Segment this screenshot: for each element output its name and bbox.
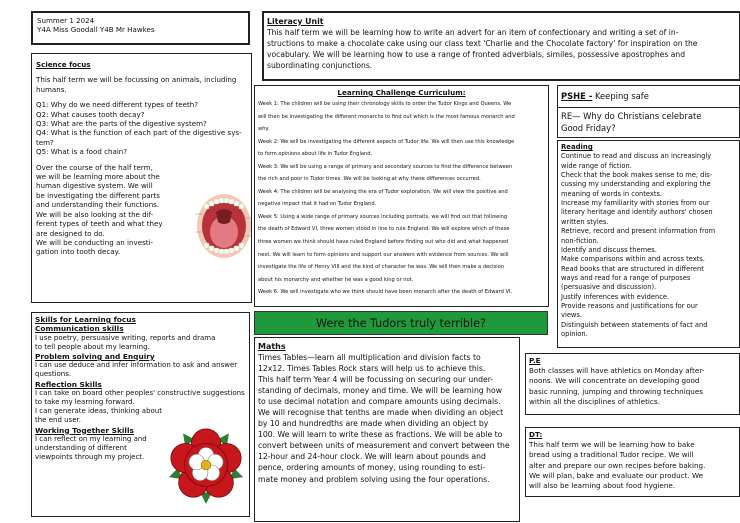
lc-line: the death of Edward VI, three women stood in line to rule England. We will explore which of these [258,226,510,233]
skills-line: to take my learning forward. [35,398,135,407]
science-body-line: are designed to do. [36,228,105,238]
lc-line: investigate the life of Henry VIII and the kind of character he was. We will then make a decision [258,264,505,271]
pe-title: P.E [529,356,541,365]
reading-line: written styles. [561,217,609,226]
skills-line: I use poetry, persuasive writing, reports and drama [35,333,216,342]
maths-line: by 10 and hundredths are made when dividing an object by [258,419,489,429]
term-label: Summer 1 2024 [37,16,95,25]
science-body-line: Over the course of the half term, [36,162,153,172]
maths-line: pence, ordering amounts of money, using rounding to esti- [258,463,486,473]
reading-line: literary heritage and identify authors' chosen [561,208,713,217]
skills-heading: Working Together Skills [35,425,134,435]
science-body-line: gation into tooth decay. [36,247,121,257]
maths-line: This half term Year 4 will be focussing on securing our under- [258,375,494,385]
literacy-line: vocabulary. We will be learning how to use a range of fronted adverbials, similes, possessive apostrophes and [267,50,686,59]
pe-line: basic running, jumping and throwing techniques [529,386,704,396]
skills-title: Skills for Learning focus [35,315,136,324]
dt-line: will also be learning about food hygiene. [529,481,676,491]
reading-line: views. [561,311,583,320]
reading-line: Provide reasons and justifications for our [561,301,698,310]
lc-line: why. [258,126,270,133]
lc-line: Week 4: The children will be analysing the era of Tudor exploration. We will view the positive and [258,188,508,195]
re-box [557,107,740,138]
class-teachers: Y4A Miss Goodall Y4B Mr Hawkes [37,25,155,35]
science-body-line: ferent types of teeth and what they [36,219,163,229]
reading-line: wide range of fiction. [561,161,632,170]
reading-line: Check that the book makes sense to me, dis- [561,171,713,180]
lc-line: Week 6: We will investigate who we think should have been monarch after the death of Edward VI. [258,289,513,296]
skills-line: I can use deduce and infer information to ask and answer [35,361,238,370]
skills-line: questions. [35,370,72,379]
lc-line: will then be investigating the different monarchs to find out which is the most famous monarch and [258,113,515,120]
science-body-line: we will be learning more about the [36,172,160,182]
science-box [31,53,252,303]
dt-line: bread using a traditional Tudor recipe. We will [529,450,694,460]
dt-box [525,427,740,497]
skills-line: understanding of different [35,444,127,453]
pe-line: within all the disciplines of athletics. [529,396,660,406]
science-title: Science focus [36,60,91,69]
pshe-topic: Keeping safe [592,91,649,101]
maths-line: 100. We will learn to write these as fractions. We will be able to [258,430,503,440]
dt-line: alter and prepare our own recipes before baking. [529,460,706,470]
literacy-line: structions to make a chocolate cake using our class text 'Charlie and the Chocolate factory' for inspiration on the [267,39,698,48]
re-line: RE— Why do Christians celebrate [561,111,702,121]
skills-heading: Problem solving and Enquiry [35,352,155,362]
topic-banner [254,311,548,335]
literacy-line: subordinating conjunctions. [267,61,373,70]
lc-line: Week 3: We will be using a range of primary and secondary sources to find the difference between [258,163,513,170]
skills-line: I can generate ideas, thinking about [35,407,162,416]
maths-title: Maths [258,342,286,351]
science-question: Q1: Why do we need different types of teeth? [36,100,199,110]
reading-line: Justify inferences with evidence. [561,292,670,301]
science-body-line: and understanding their functions. [36,200,160,210]
science-question: Q5: What is a food chain? [36,147,128,157]
re-line: Good Friday? [561,122,616,133]
lc-line: the rich and poor in Tudor times. We will be looking at why these differences occurred. [258,176,481,183]
reading-title: Reading [561,143,593,151]
literacy-title: Literacy Unit [267,17,324,26]
dt-line: We will plan, bake and evaluate our product. We [529,470,704,480]
learning-challenge-title: Learning Challenge Curriculum: [337,88,466,97]
skills-line: to tell people about my learning. [35,342,150,351]
reading-line: ways and read for a range of purposes [561,273,691,282]
maths-line: to use decimal notation and compare amounts using decimals. [258,397,501,407]
science-question: Q4: What is the function of each part of the digestive sys- [36,128,242,138]
science-body-line: human digestive system. We will [36,181,153,191]
science-body-line: We will be also looking at the dif- [36,209,154,219]
skills-line: I can reflect on my learning and [35,434,147,443]
lc-line: Week 2: We will be investigating the different aspects of Tudor life. We will then use this knowledge [258,138,515,145]
skills-box [31,312,250,517]
skills-line: viewpoints through my project. [35,453,145,462]
literacy-box [262,11,740,81]
lc-line: about his monarchy and whether he was a good king or not. [258,276,414,283]
reading-line: Distinguish between statements of fact and [561,320,708,329]
reading-line: Read books that are structured in different [561,264,704,273]
literacy-line: This half term we will be learning how to write an advert for an item of confectionary and writing a set of in- [267,28,679,37]
science-body-line: We will be conducting an investi- [36,237,154,247]
maths-line: standing of decimals, money and time. We will be learning how [258,386,502,396]
maths-box [254,337,520,522]
science-question: Q3: What are the parts of the digestive system? [36,119,207,129]
maths-line: mate money and problem solving using the four operations. [258,474,490,484]
science-intro-line: humans. [36,84,67,94]
maths-line: convert between units of measurement and convert between the [258,441,510,451]
lc-line: Week 1: The children will be using their chronology skills to order the Tudor Kings and Queens. We [258,101,512,107]
maths-line: 12x12. Times Tables Rock stars will help us to achieve this. [258,364,486,374]
skills-line: I can take on board other peoples' constructive suggestions [35,388,245,397]
teeth-diagram-icon [195,192,252,260]
reading-line: Increase my familiarity with stories from our [561,199,710,208]
topic-question: Were the Tudors truly terrible? [316,316,486,330]
tudor-rose-icon [165,423,247,507]
reading-line: cussing my understanding and exploring the [561,180,711,189]
reading-line: (persuasive and discussion). [561,283,657,292]
science-body-line: be investigating the different parts [36,190,160,200]
maths-line: 12-hour and 24-hour clock. We will learn about pounds and [258,452,486,462]
lc-line: next. We will learn to form opinions and support our answers with evidence from sources. We will [258,251,509,258]
science-question: Q2: What causes tooth decay? [36,109,145,119]
learning-challenge-box [254,85,549,307]
reading-line: Make comparisons within and across texts. [561,255,705,264]
skills-heading: Reflection Skills [35,379,102,389]
reading-line: Continue to read and discuss an increasingly [561,152,712,161]
reading-box [557,140,740,348]
skills-heading: Communication skills [35,324,124,334]
maths-line: We will recognise that tenths are made when dividing an object [258,408,504,418]
lc-line: Week 5: Using a wide range of primary sources including portraits, we will find out that following [258,213,508,220]
science-intro-line: This half term we will be focussing on animals, including [36,75,237,85]
lc-line: to form opinions about life in Tudor England. [258,151,373,158]
reading-line: non-fiction. [561,236,599,245]
maths-line: Times Tables—learn all multiplication and division facts to [258,353,481,362]
dt-line: This half term we will be learning how to bake [529,440,695,450]
reading-line: Retrieve, record and present information from [561,227,716,236]
pshe-label: PSHE - [561,91,593,101]
pe-line: Both classes will have athletics on Monday after- [529,366,705,376]
lc-line: negative impact that it had on Tudor England. [258,201,377,208]
reading-line: meaning of words in contexts. [561,189,663,198]
reading-line: Identify and discuss themes. [561,245,657,254]
pe-box [525,353,740,415]
pshe-box [557,85,740,108]
skills-line: the end user. [35,416,81,425]
reading-line: opinion. [561,329,588,338]
lc-line: three women we think should have ruled England before finding out who did and what happened [258,239,509,246]
dt-title: DT: [529,430,543,439]
pe-line: noons. We will concentrate on developing good [529,376,700,386]
header-box [31,11,250,45]
science-question: tem? [36,137,54,147]
